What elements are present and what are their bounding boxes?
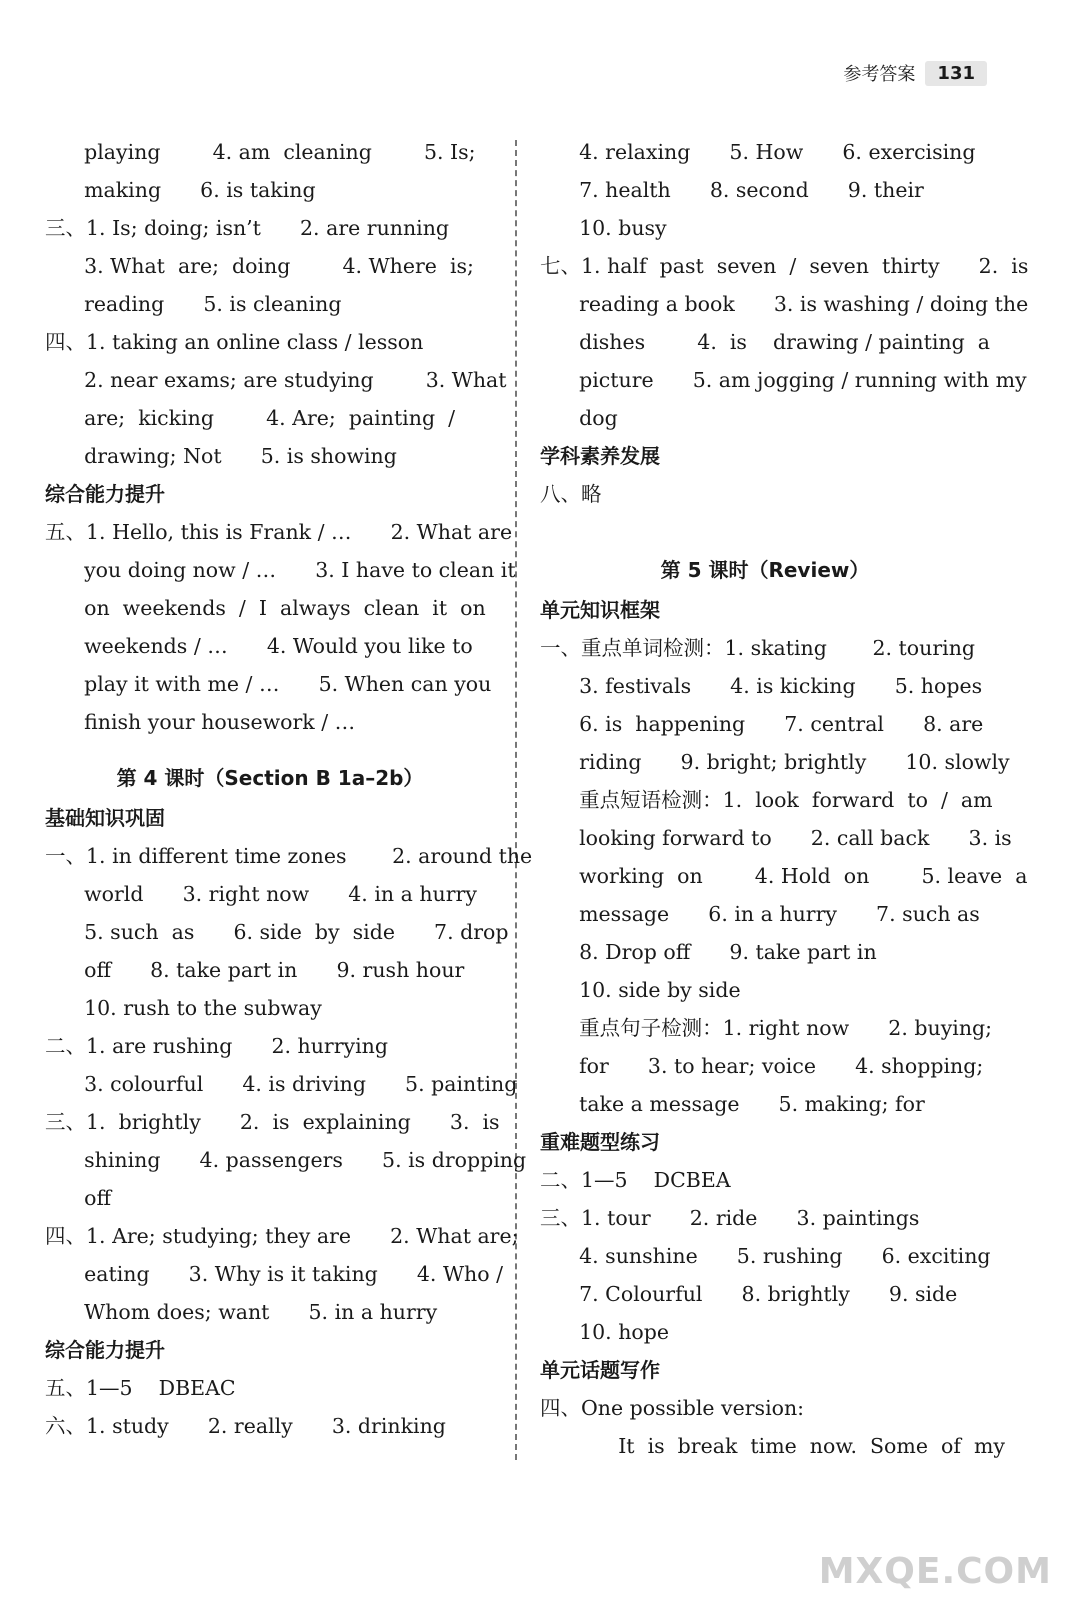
- right-answer-line: 8. Drop off 9. take part in: [540, 940, 877, 964]
- left-answer-line: world 3. right now 4. in a hurry: [45, 882, 477, 906]
- right-answer-line: for 3. to hear; voice 4. shopping;: [540, 1054, 984, 1078]
- left-answer-line: making 6. is taking: [45, 178, 316, 202]
- left-answer-line: 2. near exams; are studying 3. What: [45, 368, 507, 392]
- right-answer-line: dishes 4. is drawing / painting a: [540, 330, 991, 354]
- left-answer-line: finish your housework / …: [45, 710, 356, 734]
- right-section-heading: 学科素养发展: [540, 444, 660, 468]
- right-answer-line: 重点句子检测：1. right now 2. buying;: [540, 1016, 993, 1040]
- left-answer-line: drawing; Not 5. is showing: [45, 444, 397, 468]
- right-lesson-title: 第 5 课时（Review）: [660, 558, 870, 582]
- left-answer-line: 六、1. study 2. really 3. drinking: [45, 1414, 446, 1438]
- left-answer-line: 三、1. brightly 2. is explaining 3. is: [45, 1110, 500, 1134]
- left-answer-line: off 8. take part in 9. rush hour: [45, 958, 465, 982]
- left-answer-line: off: [45, 1186, 112, 1210]
- left-lesson-title: 第 4 课时（Section B 1a–2b）: [116, 766, 424, 790]
- right-section-heading: 重难题型练习: [540, 1130, 660, 1154]
- right-answer-line: message 6. in a hurry 7. such as: [540, 902, 980, 926]
- left-answer-line: are; kicking 4. Are; painting /: [45, 406, 455, 430]
- left-answer-line: 一、1. in different time zones 2. around the: [45, 844, 533, 868]
- left-answer-line: play it with me / … 5. When can you: [45, 672, 492, 696]
- left-answer-line: 四、1. taking an online class / lesson: [45, 330, 424, 354]
- right-answer-line: 3. festivals 4. is kicking 5. hopes: [540, 674, 983, 698]
- right-spacer: [540, 513, 990, 533]
- right-answer-line: 一、重点单词检测：1. skating 2. touring: [540, 636, 976, 660]
- right-answer-line: 6. is happening 7. central 8. are: [540, 712, 984, 736]
- left-column: [45, 133, 533, 1445]
- column-divider: [515, 140, 517, 1460]
- right-answer-line: 4. relaxing 5. How 6. exercising: [540, 140, 976, 164]
- right-answer-line: 重点短语检测：1. look forward to / am: [540, 788, 993, 812]
- left-answer-line: 3. colourful 4. is driving 5. painting: [45, 1072, 518, 1096]
- left-answer-line: 五、1—5 DBEAC: [45, 1376, 236, 1400]
- left-answer-line: 三、1. Is; doing; isn’t 2. are running: [45, 216, 450, 240]
- right-answer-line: looking forward to 2. call back 3. is: [540, 826, 1012, 850]
- page-number: 131: [925, 61, 987, 86]
- right-answer-line: 三、1. tour 2. ride 3. paintings: [540, 1206, 920, 1230]
- right-answer-line: dog: [540, 406, 618, 430]
- right-column: [540, 133, 1029, 1465]
- left-answer-line: reading 5. is cleaning: [45, 292, 342, 316]
- left-answer-line: 四、1. Are; studying; they are 2. What are;: [45, 1224, 519, 1248]
- left-answer-line: weekends / … 4. Would you like to: [45, 634, 473, 658]
- right-answer-line: 八、略: [540, 482, 602, 506]
- left-section-heading: 综合能力提升: [45, 1338, 165, 1362]
- left-answer-line: Whom does; want 5. in a hurry: [45, 1300, 438, 1324]
- left-answer-line: 5. such as 6. side by side 7. drop: [45, 920, 509, 944]
- right-answer-line: 四、One possible version:: [540, 1396, 805, 1420]
- left-answer-line: 3. What are; doing 4. Where is;: [45, 254, 474, 278]
- left-answer-line: shining 4. passengers 5. is dropping: [45, 1148, 527, 1172]
- right-answer-line: 7. health 8. second 9. their: [540, 178, 924, 202]
- left-answer-line: 10. rush to the subway: [45, 996, 322, 1020]
- left-section-heading: 综合能力提升: [45, 482, 165, 506]
- right-answer-line: reading a book 3. is washing / doing the: [540, 292, 1029, 316]
- right-answer-line: 10. busy: [540, 216, 667, 240]
- left-answer-line: 五、1. Hello, this is Frank / … 2. What are: [45, 520, 513, 544]
- left-answer-line: eating 3. Why is it taking 4. Who /: [45, 1262, 503, 1286]
- right-answer-line: picture 5. am jogging / running with my: [540, 368, 1027, 392]
- left-answer-line: on weekends / I always clean it on: [45, 596, 486, 620]
- left-section-heading: 基础知识巩固: [45, 806, 165, 830]
- right-section-heading: 单元话题写作: [540, 1358, 660, 1382]
- left-answer-line: you doing now / … 3. I have to clean it: [45, 558, 516, 582]
- right-section-heading: 单元知识框架: [540, 598, 660, 622]
- right-answer-line: 10. hope: [540, 1320, 670, 1344]
- right-answer-line: 七、1. half past seven / seven thirty 2. is: [540, 254, 1029, 278]
- right-answer-line: take a message 5. making; for: [540, 1092, 925, 1116]
- left-answer-line: playing 4. am cleaning 5. Is;: [45, 140, 476, 164]
- watermark: MXQE.COM: [818, 1551, 1052, 1592]
- right-answer-line: working on 4. Hold on 5. leave a: [540, 864, 1028, 888]
- header-label: 参考答案: [843, 64, 916, 85]
- right-answer-line: It is break time now. Some of my: [540, 1434, 1005, 1458]
- left-answer-line: 二、1. are rushing 2. hurrying: [45, 1034, 388, 1058]
- right-answer-line: 二、1—5 DCBEA: [540, 1168, 731, 1192]
- right-answer-line: 4. sunshine 5. rushing 6. exciting: [540, 1244, 991, 1268]
- right-answer-line: 10. side by side: [540, 978, 741, 1002]
- page-header: [843, 60, 987, 86]
- right-answer-line: riding 9. bright; brightly 10. slowly: [540, 750, 1010, 774]
- right-answer-line: 7. Colourful 8. brightly 9. side: [540, 1282, 958, 1306]
